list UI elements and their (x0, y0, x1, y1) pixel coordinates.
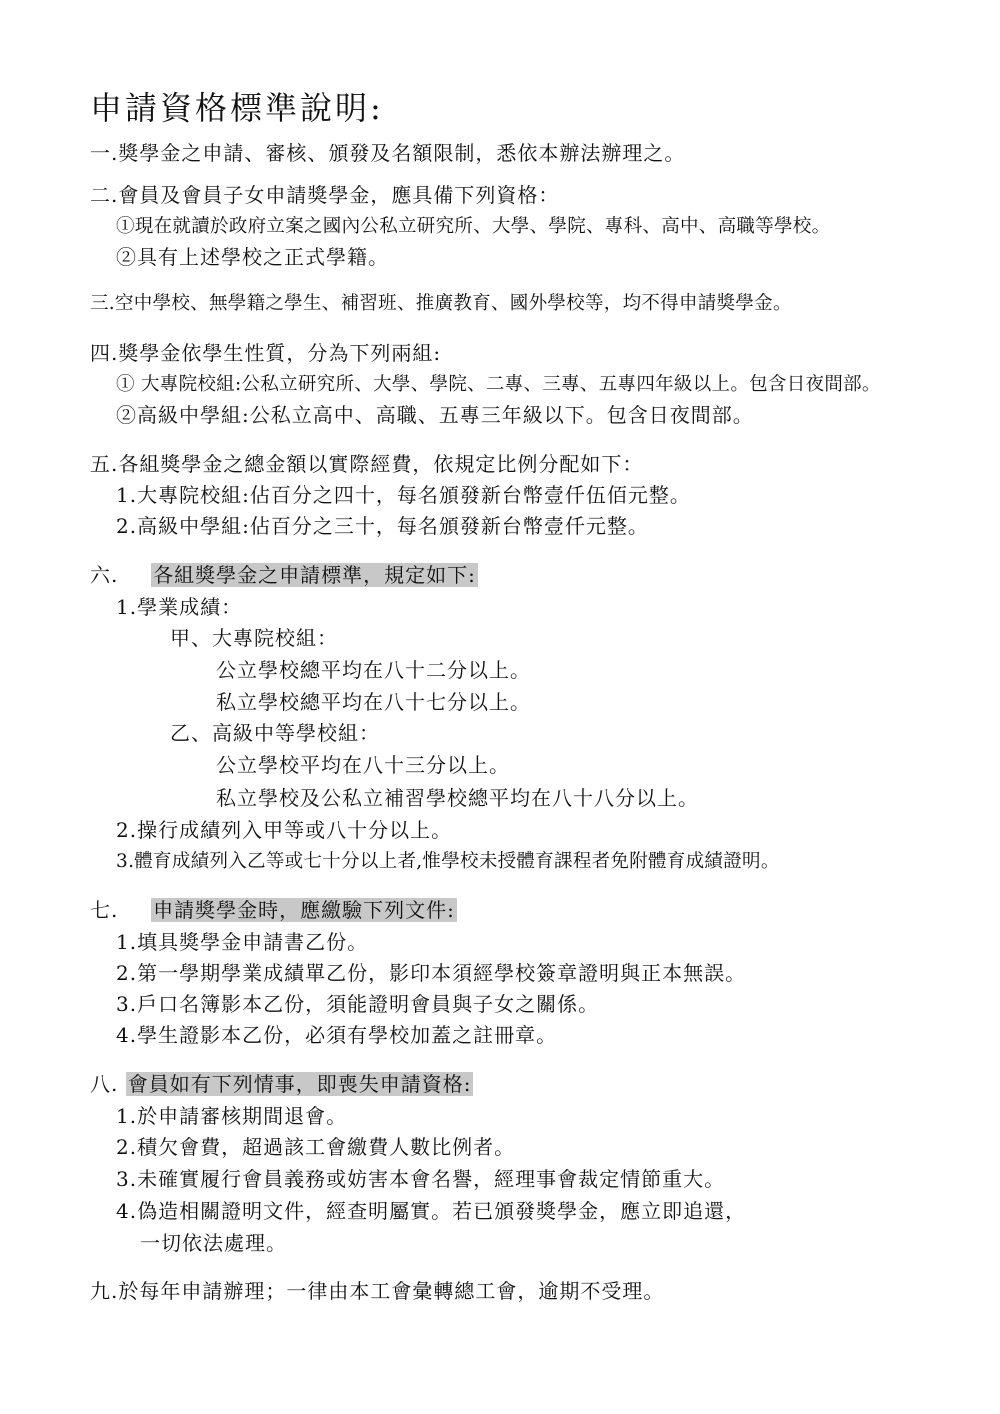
section-8-item-2: 2.積欠會費，超過該工會繳費人數比例者。 (116, 1135, 516, 1159)
section-6-group-b-public: 公立學校平均在八十三分以上。 (216, 753, 510, 777)
section-7-item-4: 4.學生證影本乙份，必須有學校加蓋之註冊章。 (116, 1023, 558, 1047)
section-8-item-4-continued: 一切依法處理。 (140, 1231, 287, 1255)
section-7-number: 七. (90, 898, 119, 922)
section-6-heading: 各組獎學金之申請標準，規定如下: (153, 563, 476, 587)
section-6-group-b: 乙、高級中等學校組： (170, 721, 380, 745)
section-6-item-3: 3.體育成績列入乙等或七十分以上者,惟學校未授體育課程者免附體育成績證明。 (116, 851, 780, 872)
section-5-item-1: 1.大專院校組:佔百分之四十，每名頒發新台幣壹仟伍佰元整。 (116, 483, 691, 507)
section-6-group-a: 甲、大專院校組： (170, 626, 338, 650)
section-5-heading: 五.各組獎學金之總金額以實際經費，依規定比例分配如下： (90, 452, 644, 476)
section-3-line: 三.空中學校、無學籍之學生、補習班、推廣教育、國外學校等，均不得申請獎學金。 (90, 293, 792, 314)
section-4-item-2: ②高級中學組:公私立高中、高職、五專三年級以下。包含日夜間部。 (116, 403, 754, 427)
section-9-line: 九.於每年申請辦理；一律由本工會彙轉總工會，逾期不受理。 (90, 1279, 665, 1303)
section-7-item-2: 2.第一學期學業成績單乙份，影印本須經學校簽章證明與正本無誤。 (116, 961, 747, 985)
section-7-heading-row (90, 897, 457, 923)
section-8-item-1: 1.於申請審核期間退會。 (116, 1104, 348, 1128)
section-7-item-1: 1.填具獎學金申請書乙份。 (116, 930, 369, 954)
section-6-heading-row (90, 562, 478, 588)
section-6-group-a-public: 公立學校總平均在八十二分以上。 (216, 658, 531, 682)
section-6-group-b-private: 私立學校及公私立補習學校總平均在八十八分以上。 (216, 786, 699, 810)
section-2-item-1: ①現在就讀於政府立案之國內公私立研究所、大學、學院、專科、高中、高職等學校。 (116, 216, 831, 237)
section-7-heading: 申請獎學金時，應繳驗下列文件: (153, 898, 455, 922)
section-4-item-1: ① 大專院校組:公私立研究所、大學、學院、二專、三專、五專四年級以上。包含日夜間部。 (116, 374, 881, 395)
section-2-item-2: ②具有上述學校之正式學籍。 (116, 245, 389, 269)
section-6-number: 六. (90, 563, 119, 587)
section-4-heading: 四.獎學金依學生性質，分為下列兩組: (90, 341, 442, 365)
section-8-heading-row (90, 1071, 473, 1097)
section-6-item-2: 2.操行成績列入甲等或八十分以上。 (116, 818, 453, 842)
section-8-item-4: 4.偽造相關證明文件，經查明屬實。若已頒發獎學金，應立即追還， (116, 1199, 747, 1223)
section-7-item-3: 3.戶口名簿影本乙份，須能證明會員與子女之關係。 (116, 992, 600, 1016)
section-2-heading: 二.會員及會員子女申請獎學金，應具備下列資格： (90, 183, 560, 207)
section-8-item-3: 3.未確實履行會員義務或妨害本會名譽，經理事會裁定情節重大。 (116, 1167, 726, 1191)
page-title: 申請資格標準說明: (90, 89, 384, 127)
section-6-group-a-private: 私立學校總平均在八十七分以上。 (216, 690, 531, 714)
section-8-heading: 會員如有下列情事，即喪失申請資格: (127, 1072, 472, 1096)
section-1-line: 一.獎學金之申請、審核、頒發及名額限制，悉依本辦法辦理之。 (90, 141, 686, 165)
section-8-number: 八. (90, 1072, 119, 1096)
section-5-item-2: 2.高級中學組:佔百分之三十，每名頒發新台幣壹仟元整。 (116, 514, 649, 538)
section-6-item-1: 1.學業成績： (116, 595, 243, 619)
